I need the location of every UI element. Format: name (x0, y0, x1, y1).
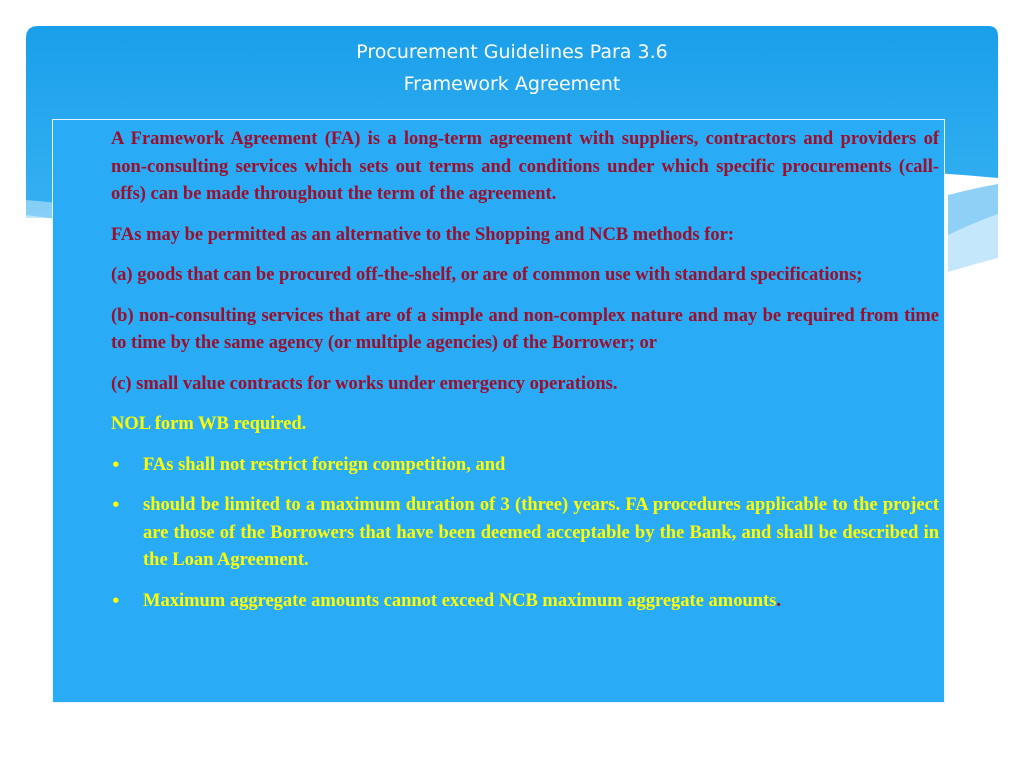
paragraph-permitted: FAs may be permitted as an alternative to the Shopping and NCB methods for: (111, 224, 735, 245)
paragraph-works: (c) small value contracts for works under emergency operations. (111, 373, 618, 394)
bullet-icon: • (111, 496, 121, 514)
bullet-text: should be limited to a maximum duration of 3 (three) years. FA procedures applicable to the project are those of the Borrowers that have been deemed acceptable by the Bank, and shall be described in the Loan Agreement. (143, 495, 939, 570)
bullet-icon: • (111, 591, 121, 610)
bullet-text (143, 588, 939, 616)
content-box (52, 119, 945, 703)
paragraph-definition: A Framework Agreement (FA) is a long-term agreement with suppliers, contractors and providers of non-consulting services which sets out terms and conditions under which specific procurements (call-offs) can be made throughout the term of the agreement. (111, 129, 939, 204)
paragraph-goods: (a) goods that can be procured off-the-shelf, or are of common use with standard specifications; (111, 265, 863, 285)
paragraph-nol: NOL form WB required. (111, 414, 307, 434)
content-text (111, 126, 939, 628)
bullet-item (111, 492, 939, 575)
title-line-1: Procurement Guidelines Para 3.6 (356, 41, 668, 63)
bullet-text: FAs shall not restrict foreign competition, and (143, 454, 506, 475)
bullet-item (111, 588, 939, 616)
slide-title (0, 36, 1024, 100)
paragraph-services: (b) non-consulting services that are of a simple and non-complex nature and may be required from time to time by the same agency (or multiple agencies) of the Borrower; or (111, 305, 939, 353)
bullet-icon: • (111, 455, 121, 474)
title-line-2: Framework Agreement (403, 73, 621, 95)
final-period: . (776, 590, 782, 611)
bullet-item (111, 452, 939, 480)
bullet-text-body: Maximum aggregate amounts cannot exceed NCB maximum aggregate amounts (143, 590, 777, 611)
